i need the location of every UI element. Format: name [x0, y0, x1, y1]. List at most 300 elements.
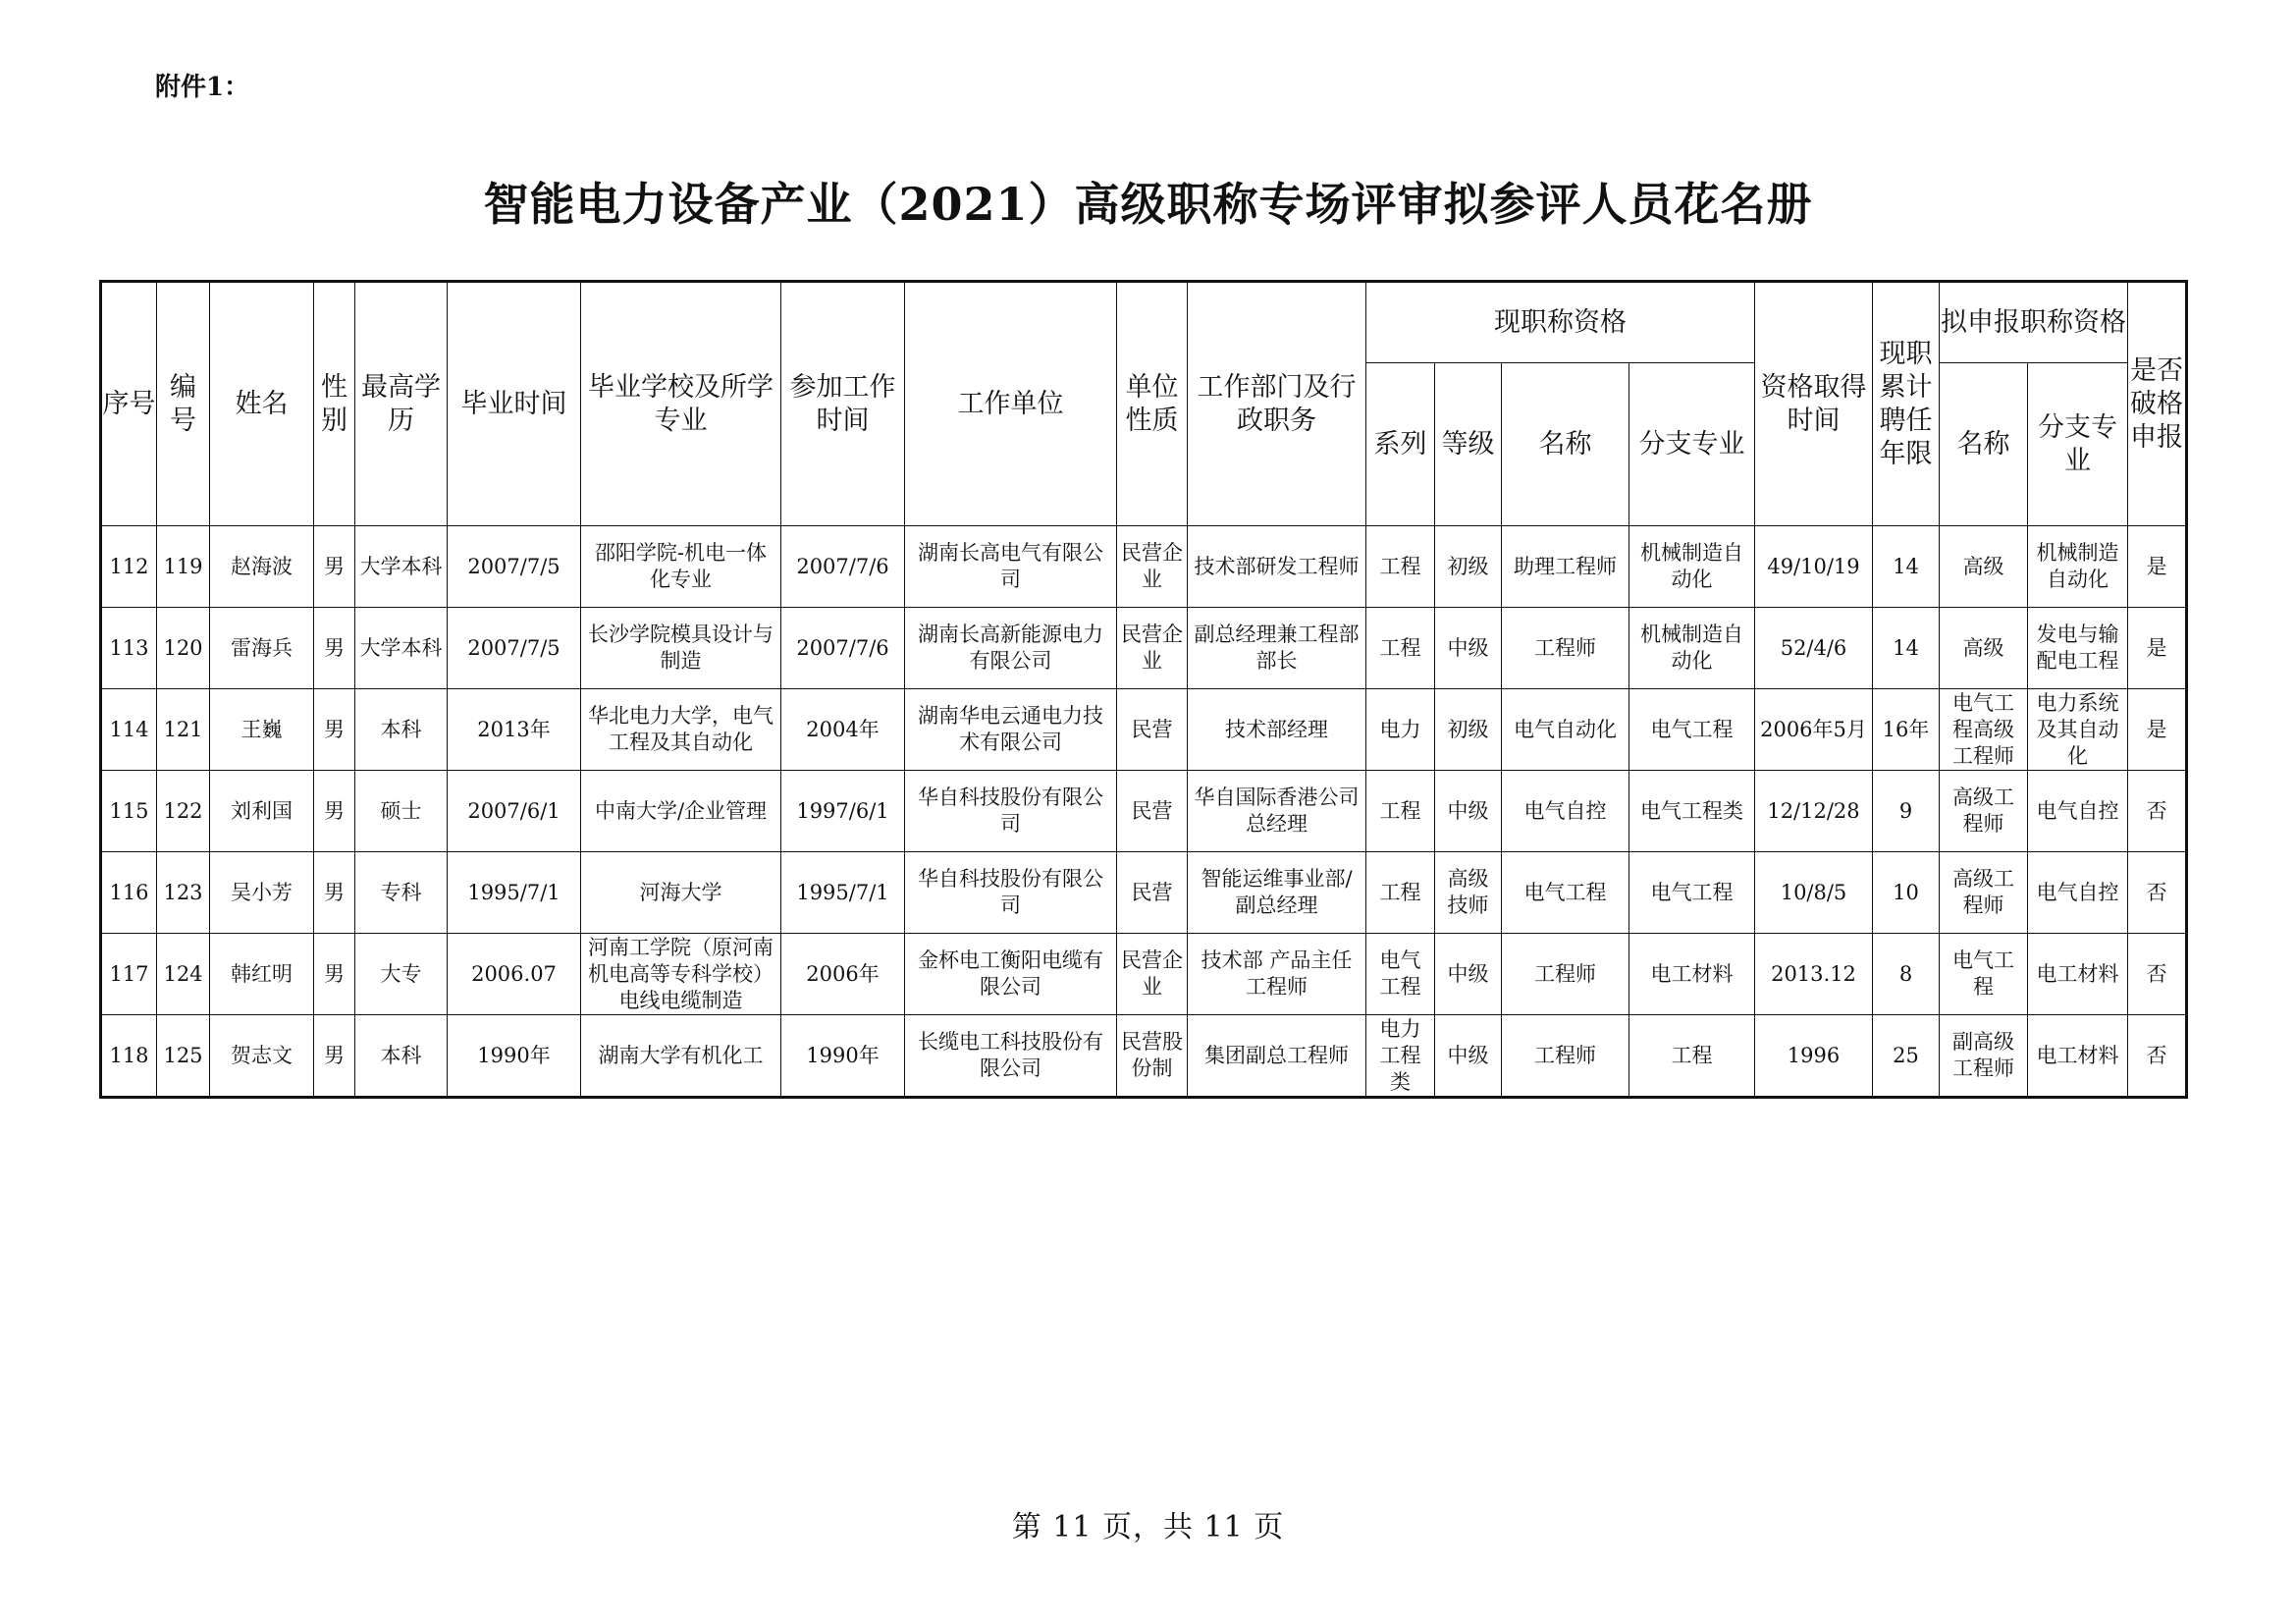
cell-current-branch-text: 机械制造自动化 — [1640, 541, 1743, 591]
cell-seq — [101, 771, 157, 852]
header-work-start: 参加工作时间 — [781, 282, 905, 526]
cell-apply-name-text: 电气工程 — [1952, 948, 2014, 999]
cell-education-text: 大学本科 — [359, 635, 443, 660]
cell-employer-type — [1117, 934, 1188, 1015]
cell-grad-time-text: 1995/7/1 — [467, 880, 561, 904]
cell-seq-text: 117 — [109, 961, 149, 986]
cell-work-start-text: 2007/7/6 — [796, 635, 889, 660]
cell-work-start — [781, 1015, 905, 1098]
cell-years-in-position — [1873, 934, 1940, 1015]
cell-exceptional — [2128, 771, 2187, 852]
cell-grad-time-text: 2006.07 — [471, 961, 557, 986]
cell-employer-text: 湖南长高电气有限公司 — [918, 541, 1103, 591]
header-seq: 序号 — [101, 282, 157, 526]
cell-employer-text: 湖南长高新能源电力有限公司 — [918, 623, 1103, 673]
cell-qualified-time-text: 49/10/19 — [1767, 554, 1860, 578]
cell-exceptional — [2128, 689, 2187, 771]
roster-body — [101, 526, 2187, 1098]
cell-name-text: 贺志文 — [231, 1043, 293, 1067]
cell-seq-text: 116 — [109, 880, 149, 904]
cell-seq-text: 118 — [109, 1043, 149, 1067]
cell-qualified-time — [1755, 608, 1873, 689]
cell-work-start — [781, 934, 905, 1015]
cell-exceptional-text: 否 — [2146, 880, 2167, 904]
cell-name-text: 刘利国 — [231, 798, 293, 823]
cell-exceptional-text: 是 — [2146, 717, 2167, 741]
table-row — [101, 689, 2187, 771]
cell-name-text: 韩红明 — [231, 961, 293, 986]
cell-name-text: 吴小芳 — [231, 880, 293, 904]
header-grad-time: 毕业时间 — [448, 282, 581, 526]
cell-education-text: 本科 — [380, 1043, 422, 1067]
header-employer: 工作单位 — [905, 282, 1117, 526]
cell-education — [355, 689, 448, 771]
cell-work-start-text: 2004年 — [806, 717, 880, 741]
cell-department-position — [1188, 1015, 1366, 1098]
cell-gender — [314, 608, 355, 689]
header-current-title-group: 现职称资格 — [1366, 282, 1755, 363]
header-qualified-time: 资格取得时间 — [1755, 282, 1873, 526]
cell-apply-branch-text: 电力系统及其自动化 — [2036, 690, 2119, 768]
cell-gender — [314, 1015, 355, 1098]
cell-current-series — [1366, 771, 1435, 852]
cell-qualified-time-text: 10/8/5 — [1780, 880, 1847, 904]
cell-employer-type — [1117, 608, 1188, 689]
cell-education — [355, 526, 448, 608]
cell-qualified-time-text: 12/12/28 — [1767, 798, 1860, 823]
header-apply-name: 名称 — [1940, 363, 2028, 526]
header-current-name: 名称 — [1502, 363, 1629, 526]
cell-current-name-text: 电气工程 — [1523, 880, 1607, 904]
cell-seq — [101, 934, 157, 1015]
cell-qualified-time — [1755, 852, 1873, 934]
cell-grad-time — [448, 1015, 581, 1098]
cell-exceptional-text: 是 — [2146, 635, 2167, 660]
cell-education-text: 硕士 — [380, 798, 422, 823]
cell-current-series — [1366, 934, 1435, 1015]
cell-current-branch-text: 机械制造自动化 — [1640, 623, 1743, 673]
cell-employer — [905, 608, 1117, 689]
cell-apply-name — [1940, 1015, 2028, 1098]
cell-exceptional-text: 是 — [2146, 554, 2167, 578]
document-title: 智能电力设备产业（2021）高级职称专场评审拟参评人员花名册 — [483, 178, 1813, 231]
cell-apply-name — [1940, 608, 2028, 689]
cell-grad-time-text: 1990年 — [477, 1043, 551, 1067]
cell-employer-text: 金杯电工衡阳电缆有限公司 — [918, 948, 1103, 999]
cell-name — [210, 771, 314, 852]
cell-code-text: 119 — [163, 554, 203, 578]
cell-work-start — [781, 689, 905, 771]
cell-name — [210, 526, 314, 608]
cell-current-level — [1435, 689, 1502, 771]
table-row — [101, 526, 2187, 608]
cell-code — [157, 608, 210, 689]
cell-seq — [101, 608, 157, 689]
cell-current-name-text: 电气自控 — [1523, 798, 1607, 823]
cell-gender-text: 男 — [324, 635, 345, 660]
cell-grad-time-text: 2013年 — [477, 717, 551, 741]
cell-current-series-text: 电气工程 — [1379, 948, 1421, 999]
cell-current-series-text: 工程 — [1379, 880, 1421, 904]
cell-employer — [905, 1015, 1117, 1098]
cell-apply-name-text: 电气工程高级工程师 — [1952, 690, 2014, 768]
cell-apply-branch-text: 电气自控 — [2036, 880, 2119, 904]
cell-apply-branch — [2028, 526, 2128, 608]
cell-exceptional-text: 否 — [2146, 1043, 2167, 1067]
cell-seq-text: 113 — [109, 635, 149, 660]
header-current-series: 系列 — [1366, 363, 1435, 526]
cell-current-level — [1435, 852, 1502, 934]
cell-employer — [905, 852, 1117, 934]
cell-current-name — [1502, 934, 1629, 1015]
cell-current-level — [1435, 526, 1502, 608]
cell-employer-text: 长缆电工科技股份有限公司 — [918, 1030, 1103, 1080]
cell-years-in-position-text: 10 — [1893, 880, 1919, 904]
cell-apply-name-text: 高级 — [1962, 554, 2004, 578]
cell-school-major — [581, 689, 781, 771]
cell-qualified-time — [1755, 526, 1873, 608]
cell-work-start — [781, 771, 905, 852]
cell-gender-text: 男 — [324, 554, 345, 578]
cell-seq — [101, 689, 157, 771]
cell-apply-branch — [2028, 689, 2128, 771]
cell-employer-type-text: 民营企业 — [1121, 541, 1183, 591]
cell-name — [210, 1015, 314, 1098]
cell-school-major-text: 河海大学 — [639, 880, 722, 904]
cell-current-level — [1435, 608, 1502, 689]
cell-current-level — [1435, 771, 1502, 852]
cell-qualified-time — [1755, 1015, 1873, 1098]
cell-department-position — [1188, 852, 1366, 934]
cell-code-text: 122 — [163, 798, 203, 823]
cell-name — [210, 689, 314, 771]
cell-department-position — [1188, 771, 1366, 852]
cell-grad-time — [448, 934, 581, 1015]
cell-employer-type — [1117, 526, 1188, 608]
header-years-in-position: 现职累计聘任年限 — [1873, 282, 1940, 526]
table-row — [101, 934, 2187, 1015]
cell-employer — [905, 934, 1117, 1015]
cell-school-major — [581, 1015, 781, 1098]
cell-employer-type-text: 民营股份制 — [1121, 1030, 1183, 1080]
cell-seq — [101, 1015, 157, 1098]
cell-work-start-text: 2007/7/6 — [796, 554, 889, 578]
cell-current-level-text: 初级 — [1447, 554, 1489, 578]
cell-current-name — [1502, 526, 1629, 608]
header-exceptional: 是否破格申报 — [2128, 282, 2187, 526]
cell-employer-type-text: 民营 — [1131, 717, 1173, 741]
cell-current-name — [1502, 1015, 1629, 1098]
cell-current-series-text: 工程 — [1379, 635, 1421, 660]
cell-years-in-position-text: 14 — [1893, 554, 1919, 578]
header-apply-branch: 分支专业 — [2028, 363, 2128, 526]
cell-current-series-text: 工程 — [1379, 554, 1421, 578]
cell-employer — [905, 771, 1117, 852]
cell-school-major-text: 河南工学院（原河南机电高等专科学校）电线电缆制造 — [588, 935, 774, 1012]
cell-education — [355, 771, 448, 852]
cell-current-series — [1366, 526, 1435, 608]
cell-work-start-text: 1990年 — [806, 1043, 880, 1067]
table-row — [101, 771, 2187, 852]
cell-exceptional — [2128, 608, 2187, 689]
cell-grad-time-text: 2007/7/5 — [467, 635, 561, 660]
cell-seq — [101, 526, 157, 608]
cell-current-name-text: 工程师 — [1534, 635, 1596, 660]
cell-current-name-text: 电气自动化 — [1514, 717, 1617, 741]
cell-current-branch — [1629, 771, 1755, 852]
cell-apply-branch — [2028, 1015, 2128, 1098]
cell-gender-text: 男 — [324, 798, 345, 823]
cell-school-major — [581, 934, 781, 1015]
cell-current-level — [1435, 1015, 1502, 1098]
cell-current-branch-text: 电工材料 — [1650, 961, 1734, 986]
cell-current-name — [1502, 771, 1629, 852]
cell-school-major-text: 长沙学院模具设计与制造 — [588, 623, 774, 673]
cell-work-start-text: 2006年 — [806, 961, 880, 986]
cell-qualified-time — [1755, 689, 1873, 771]
cell-school-major-text: 华北电力大学，电气工程及其自动化 — [588, 704, 774, 754]
cell-apply-name — [1940, 689, 2028, 771]
header-gender: 性别 — [314, 282, 355, 526]
cell-gender — [314, 852, 355, 934]
table-row — [101, 608, 2187, 689]
cell-exceptional-text: 否 — [2146, 961, 2167, 986]
cell-apply-branch-text: 发电与输配电工程 — [2036, 623, 2119, 673]
cell-code — [157, 934, 210, 1015]
cell-current-name-text: 工程师 — [1534, 961, 1596, 986]
cell-school-major — [581, 771, 781, 852]
cell-employer — [905, 526, 1117, 608]
cell-school-major-text: 邵阳学院-机电一体化专业 — [594, 541, 768, 591]
cell-current-branch-text: 工程 — [1671, 1043, 1713, 1067]
cell-education-text: 大学本科 — [359, 554, 443, 578]
cell-current-name-text: 工程师 — [1534, 1043, 1596, 1067]
cell-apply-branch — [2028, 608, 2128, 689]
cell-grad-time-text: 2007/6/1 — [467, 798, 561, 823]
table-row — [101, 1015, 2187, 1098]
cell-current-level — [1435, 934, 1502, 1015]
cell-education-text: 专科 — [380, 880, 422, 904]
cell-education — [355, 608, 448, 689]
cell-current-series-text: 电力 — [1379, 717, 1421, 741]
cell-apply-branch-text: 机械制造自动化 — [2036, 541, 2119, 591]
header-code: 编号 — [157, 282, 210, 526]
cell-code — [157, 852, 210, 934]
cell-qualified-time-text: 2013.12 — [1771, 961, 1856, 986]
cell-school-major-text: 湖南大学有机化工 — [598, 1043, 764, 1067]
cell-exceptional — [2128, 852, 2187, 934]
cell-current-name — [1502, 608, 1629, 689]
cell-employer-type — [1117, 852, 1188, 934]
cell-education — [355, 934, 448, 1015]
cell-years-in-position-text: 16年 — [1882, 717, 1930, 741]
cell-employer-type-text: 民营 — [1131, 880, 1173, 904]
cell-grad-time-text: 2007/7/5 — [467, 554, 561, 578]
cell-current-branch — [1629, 852, 1755, 934]
cell-qualified-time-text: 52/4/6 — [1780, 635, 1847, 660]
cell-apply-name-text: 高级 — [1962, 635, 2004, 660]
cell-years-in-position — [1873, 526, 1940, 608]
cell-department-position — [1188, 608, 1366, 689]
cell-code-text: 120 — [163, 635, 203, 660]
cell-gender-text: 男 — [324, 961, 345, 986]
cell-current-series — [1366, 608, 1435, 689]
header-apply-title-group: 拟申报职称资格 — [1940, 282, 2128, 363]
cell-employer-type — [1117, 1015, 1188, 1098]
cell-seq-text: 114 — [109, 717, 149, 741]
cell-gender-text: 男 — [324, 717, 345, 741]
cell-apply-branch — [2028, 934, 2128, 1015]
cell-gender — [314, 934, 355, 1015]
page-number: 第 11 页，共 11 页 — [1011, 1510, 1285, 1544]
cell-employer-type — [1117, 771, 1188, 852]
cell-employer-text: 华自科技股份有限公司 — [918, 867, 1103, 917]
cell-code — [157, 526, 210, 608]
attachment-label: 附件1： — [155, 73, 250, 102]
cell-code-text: 125 — [163, 1043, 203, 1067]
cell-current-level-text: 初级 — [1447, 717, 1489, 741]
cell-apply-name-text: 高级工程师 — [1952, 867, 2014, 917]
cell-current-level-text: 中级 — [1447, 1043, 1489, 1067]
cell-department-position-text: 华自国际香港公司总经理 — [1194, 785, 1360, 836]
cell-current-level-text: 中级 — [1447, 961, 1489, 986]
cell-code-text: 121 — [163, 717, 203, 741]
cell-exceptional — [2128, 934, 2187, 1015]
cell-current-branch — [1629, 526, 1755, 608]
cell-grad-time — [448, 852, 581, 934]
cell-work-start — [781, 526, 905, 608]
cell-department-position — [1188, 526, 1366, 608]
cell-current-branch — [1629, 934, 1755, 1015]
cell-seq-text: 112 — [109, 554, 149, 578]
cell-gender — [314, 771, 355, 852]
cell-years-in-position — [1873, 608, 1940, 689]
cell-years-in-position-text: 25 — [1893, 1043, 1919, 1067]
cell-years-in-position — [1873, 1015, 1940, 1098]
cell-current-level-text: 高级技师 — [1447, 867, 1489, 917]
cell-current-branch — [1629, 608, 1755, 689]
header-department-position: 工作部门及行政职务 — [1188, 282, 1366, 526]
cell-current-level-text: 中级 — [1447, 798, 1489, 823]
cell-work-start-text: 1997/6/1 — [796, 798, 889, 823]
header-current-branch: 分支专业 — [1629, 363, 1755, 526]
cell-education — [355, 1015, 448, 1098]
cell-department-position — [1188, 689, 1366, 771]
cell-current-series-text: 电力工程类 — [1379, 1016, 1421, 1094]
cell-grad-time — [448, 771, 581, 852]
cell-seq-text: 115 — [109, 798, 149, 823]
cell-work-start — [781, 852, 905, 934]
cell-work-start — [781, 608, 905, 689]
cell-apply-branch — [2028, 771, 2128, 852]
cell-current-series-text: 工程 — [1379, 798, 1421, 823]
cell-current-series — [1366, 852, 1435, 934]
cell-employer — [905, 689, 1117, 771]
cell-department-position-text: 技术部研发工程师 — [1194, 554, 1360, 578]
cell-current-name — [1502, 852, 1629, 934]
cell-education-text: 本科 — [380, 717, 422, 741]
cell-education — [355, 852, 448, 934]
cell-years-in-position — [1873, 852, 1940, 934]
cell-current-series — [1366, 689, 1435, 771]
cell-exceptional — [2128, 1015, 2187, 1098]
cell-name-text: 王巍 — [240, 717, 283, 741]
cell-school-major — [581, 526, 781, 608]
cell-department-position — [1188, 934, 1366, 1015]
cell-qualified-time — [1755, 771, 1873, 852]
cell-current-level-text: 中级 — [1447, 635, 1489, 660]
table-row — [101, 852, 2187, 934]
cell-department-position-text: 副总经理兼工程部部长 — [1194, 623, 1360, 673]
cell-grad-time — [448, 608, 581, 689]
cell-code — [157, 689, 210, 771]
cell-employer-text: 湖南华电云通电力技术有限公司 — [918, 704, 1103, 754]
cell-code — [157, 771, 210, 852]
cell-exceptional-text: 否 — [2146, 798, 2167, 823]
cell-employer-type-text: 民营企业 — [1121, 623, 1183, 673]
cell-gender — [314, 689, 355, 771]
cell-name — [210, 934, 314, 1015]
cell-apply-name-text: 高级工程师 — [1952, 785, 2014, 836]
cell-gender — [314, 526, 355, 608]
cell-name-text: 雷海兵 — [231, 635, 293, 660]
cell-school-major — [581, 852, 781, 934]
header-school-major: 毕业学校及所学专业 — [581, 282, 781, 526]
cell-current-branch — [1629, 1015, 1755, 1098]
cell-employer-type-text: 民营 — [1131, 798, 1173, 823]
cell-current-series — [1366, 1015, 1435, 1098]
roster-table — [99, 280, 2188, 1099]
cell-apply-branch-text: 电气自控 — [2036, 798, 2119, 823]
cell-current-branch-text: 电气工程 — [1650, 880, 1734, 904]
cell-name-text: 赵海波 — [231, 554, 293, 578]
cell-education-text: 大专 — [380, 961, 422, 986]
cell-current-name-text: 助理工程师 — [1514, 554, 1617, 578]
cell-apply-branch — [2028, 852, 2128, 934]
cell-name — [210, 852, 314, 934]
cell-employer-text: 华自科技股份有限公司 — [918, 785, 1103, 836]
cell-gender-text: 男 — [324, 880, 345, 904]
cell-department-position-text: 智能运维事业部/副总经理 — [1201, 867, 1353, 917]
header-employer-type: 单位性质 — [1117, 282, 1188, 526]
cell-department-position-text: 技术部 产品主任工程师 — [1201, 948, 1353, 999]
cell-seq — [101, 852, 157, 934]
cell-employer-type-text: 民营企业 — [1121, 948, 1183, 999]
cell-department-position-text: 集团副总工程师 — [1204, 1043, 1349, 1067]
cell-years-in-position-text: 14 — [1893, 635, 1919, 660]
cell-apply-name — [1940, 852, 2028, 934]
cell-apply-name — [1940, 771, 2028, 852]
cell-employer-type — [1117, 689, 1188, 771]
header-current-level: 等级 — [1435, 363, 1502, 526]
cell-code-text: 123 — [163, 880, 203, 904]
cell-code-text: 124 — [163, 961, 203, 986]
cell-years-in-position-text: 9 — [1898, 798, 1913, 823]
cell-grad-time — [448, 526, 581, 608]
cell-current-name — [1502, 689, 1629, 771]
cell-code — [157, 1015, 210, 1098]
cell-years-in-position — [1873, 689, 1940, 771]
cell-years-in-position — [1873, 771, 1940, 852]
header-name: 姓名 — [210, 282, 314, 526]
cell-years-in-position-text: 8 — [1898, 961, 1913, 986]
cell-apply-name-text: 副高级工程师 — [1952, 1030, 2014, 1080]
cell-current-branch-text: 电气工程 — [1650, 717, 1734, 741]
cell-school-major — [581, 608, 781, 689]
cell-current-branch-text: 电气工程类 — [1640, 798, 1743, 823]
cell-work-start-text: 1995/7/1 — [796, 880, 889, 904]
cell-grad-time — [448, 689, 581, 771]
